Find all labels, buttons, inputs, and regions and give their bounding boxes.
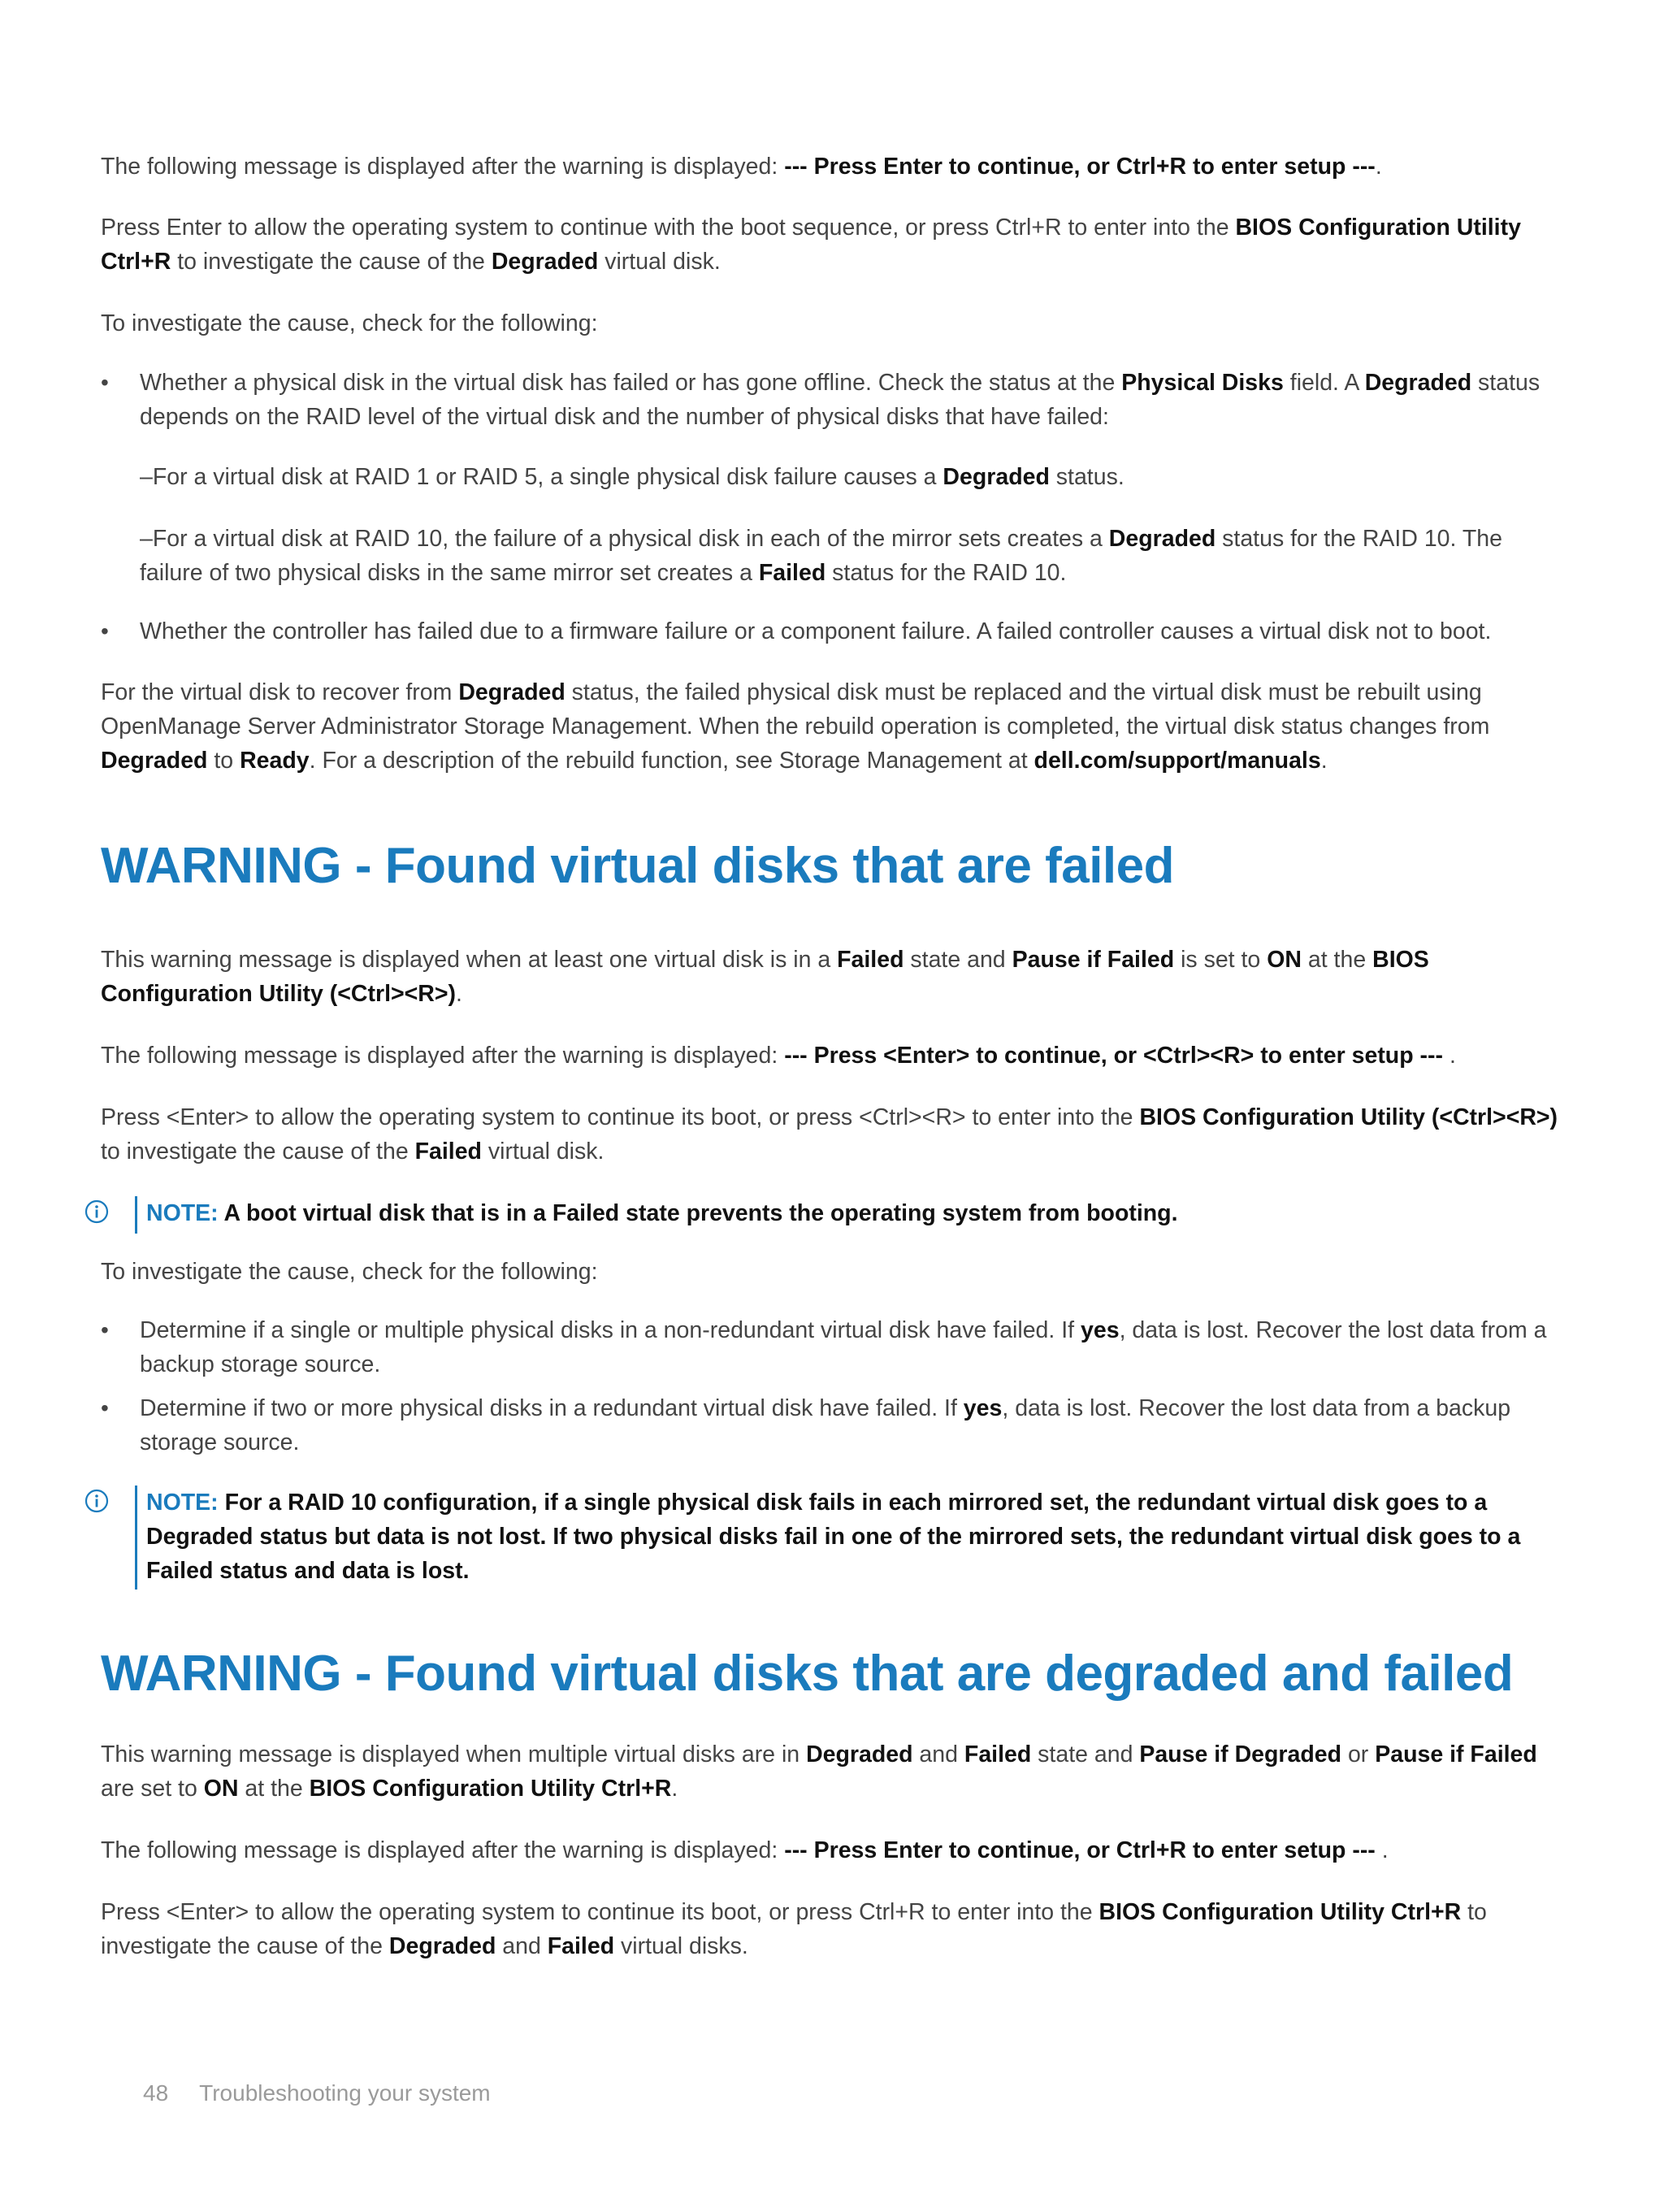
paragraph-recover-degraded: For the virtual disk to recover from Degraded status, the failed physical disk must be replaced and the virtual disk must be rebuilt using OpenManage Server Administrator Storage Management. When the rebuild operation is completed, the virtual disk status changes from Degraded to Ready. For a description of the rebuild function, see Storage Management at dell.com/support/manuals. xyxy=(101,679,1490,774)
page-number: 48 xyxy=(143,2080,169,2106)
bullet-icon: • xyxy=(101,1395,109,1420)
paragraph-press-enter: Press <Enter> to allow the operating system to continue its boot, or press Ctrl+R to enter into the BIOS Configuration Utility Ctrl+R to investigate the cause of the Degraded and Failed virtual disks. xyxy=(101,1899,1487,1959)
note-text: NOTE: A boot virtual disk that is in a Failed state prevents the operating system from booting. xyxy=(146,1200,1178,1226)
paragraph-degraded-failed-warning: This warning message is displayed when multiple virtual disks are in Degraded and Failed state and Pause if Degraded or Pause if Failed are set to ON at the BIOS Configuration Utility Ctrl+R. xyxy=(101,1741,1537,1802)
paragraph-press-enter: Press <Enter> to allow the operating system to continue its boot, or press <Ctrl><R> to enter into the BIOS Configuration Utility (<Ctrl><R>) to investigate the cause of the Failed virtual disk. xyxy=(101,1104,1558,1165)
sub-item-raid10: –For a virtual disk at RAID 10, the failure of a physical disk in each of the mirror sets creates a Degraded status for the RAID 10. The failure of two physical disks in the same mirror set creates a Failed status for the RAID 10. xyxy=(140,526,1502,586)
paragraph-investigate-cause: To investigate the cause, check for the following: xyxy=(101,1259,598,1285)
bullet-icon: • xyxy=(101,370,109,395)
list-item-text: Whether the controller has failed due to a firmware failure or a component failure. A failed controller causes a virtual disk not to boot. xyxy=(140,618,1492,644)
info-icon xyxy=(84,1199,109,1224)
note-bar xyxy=(135,1486,137,1590)
info-icon xyxy=(84,1489,109,1513)
list-item-text: Whether a physical disk in the virtual disk has failed or has gone offline. Check the status at the Physical Disks field. A Degraded status depends on the RAID level of the virtual disk and the number of physical disks that have failed: xyxy=(140,370,1540,430)
note-bar xyxy=(135,1196,137,1234)
footer-section-title: Troubleshooting your system xyxy=(199,2080,491,2106)
note-boot-failed xyxy=(84,1196,1571,1234)
bullet-icon: • xyxy=(101,1317,109,1342)
paragraph-failed-warning: This warning message is displayed when at least one virtual disk is in a Failed state and Pause if Failed is set to ON at the BIOS Configuration Utility (<Ctrl><R>). xyxy=(101,947,1429,1007)
note-text: NOTE: For a RAID 10 configuration, if a single physical disk fails in each mirrored set, the redundant virtual disk goes to a Degraded status but data is not lost. If two physical disks fail in one of the mirrored sets, the redundant virtual disk goes to a Failed status and data is lost. xyxy=(146,1490,1521,1584)
paragraph-message-displayed: The following message is displayed after the warning is displayed: --- Press Enter to continue, or Ctrl+R to enter setup ---. xyxy=(101,154,1382,180)
paragraph-message-displayed: The following message is displayed after the warning is displayed: --- Press <Enter> to continue, or <Ctrl><R> to enter setup --- . xyxy=(101,1043,1456,1069)
list-item-text: Determine if two or more physical disks in a redundant virtual disk have failed. If yes, data is lost. Recover the lost data from a backup storage source. xyxy=(140,1395,1511,1455)
manuals-link[interactable]: dell.com/support/manuals xyxy=(1034,748,1321,774)
bullet-icon: • xyxy=(101,618,109,644)
list-item-text: Determine if a single or multiple physical disks in a non-redundant virtual disk have failed. If yes, data is lost. Recover the lost data from a backup storage source. xyxy=(140,1317,1547,1377)
heading-failed-virtual-disks: WARNING - Found virtual disks that are failed xyxy=(101,838,1175,894)
paragraph-message-displayed: The following message is displayed after the warning is displayed: --- Press Enter to continue, or Ctrl+R to enter setup --- . xyxy=(101,1837,1389,1863)
page-footer xyxy=(143,2077,491,2110)
note-raid10 xyxy=(84,1486,1571,1590)
paragraph-investigate-cause: To investigate the cause, check for the following: xyxy=(101,310,598,336)
heading-degraded-and-failed: WARNING - Found virtual disks that are degraded and failed xyxy=(101,1646,1514,1702)
sub-item-raid1-raid5: –For a virtual disk at RAID 1 or RAID 5, a single physical disk failure causes a Degraded status. xyxy=(140,464,1124,490)
paragraph-press-enter: Press Enter to allow the operating system to continue with the boot sequence, or press Ctrl+R to enter into the BIOS Configuration Utility Ctrl+R to investigate the cause of the Degraded virtual disk. xyxy=(101,215,1521,275)
